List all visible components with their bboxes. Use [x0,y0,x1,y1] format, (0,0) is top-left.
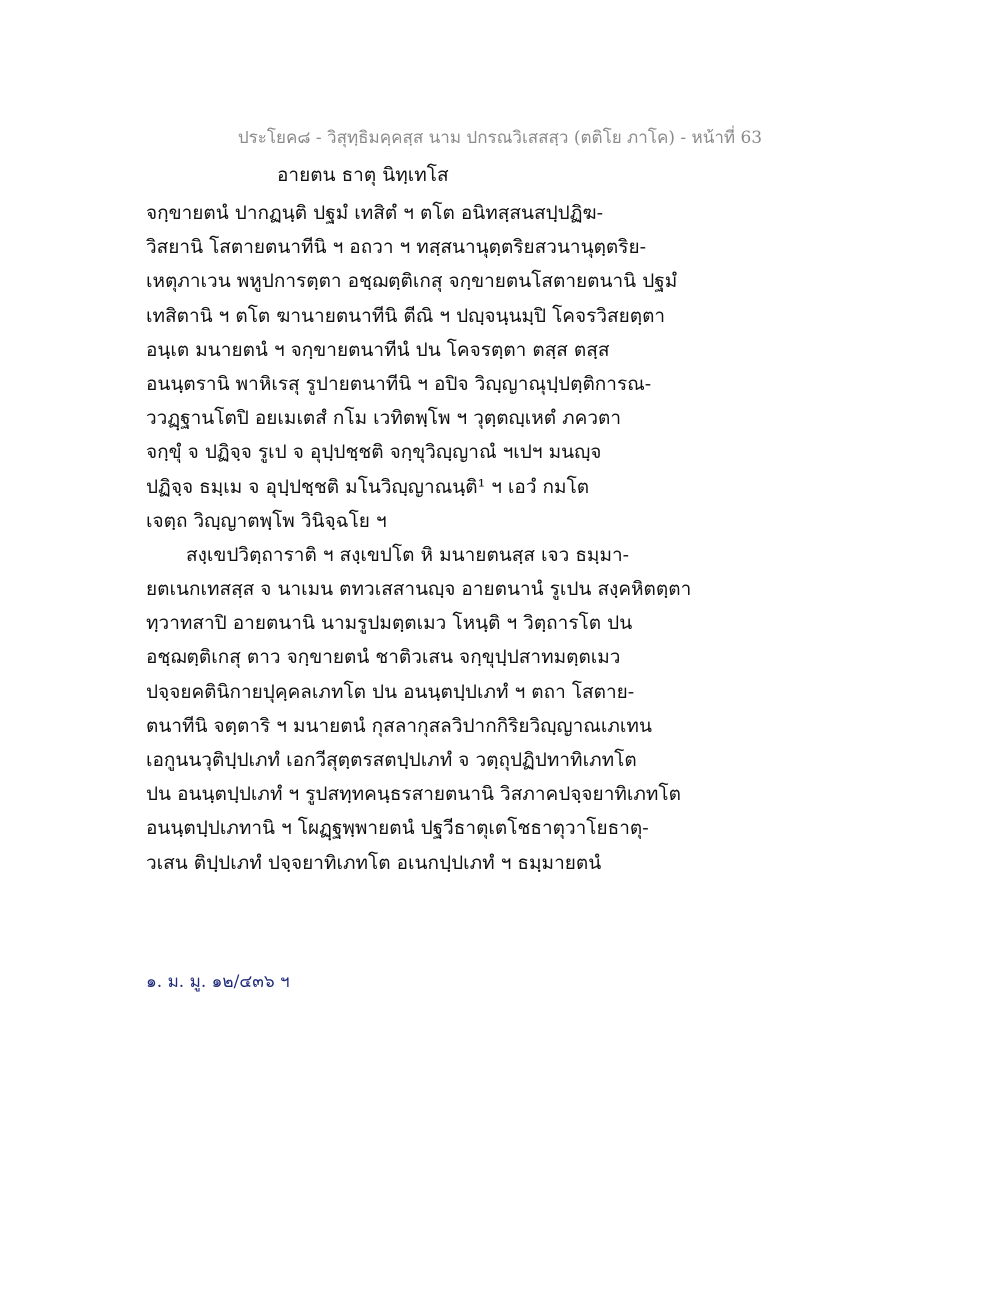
text-line: จกฺขุํ จ ปฏิจฺจ รูเป จ อุปฺปชฺชติ จกฺขุวิญฺญาณํ ฯเปฯ มนญฺจ [146,441,602,464]
body-text [146,196,866,880]
section-title: อายตน ธาตุ นิทฺเทโส [277,164,449,186]
text-line: ววฏฺฐานโตปิ อยเมเตสํ กโม เวทิตพฺโพ ฯ วุตฺตญฺเหตํ ภควตา [146,407,622,430]
text-line: ปจฺจยคตินิกายปุคฺคลเภทโต ปน อนนฺตปฺปเภทํ ฯ ตถา โสตาย- [146,680,635,703]
text-line: เทสิตานิ ฯ ตโต ฆานายตนาทีนิ ตีณิ ฯ ปญฺจนฺนมฺปิ โคจรวิสยตฺตา [146,304,666,327]
text-line: เอกูนนวุติปฺปเภทํ เอกวีสุตฺตรสตปฺปเภทํ จ วตฺถุปฏิปทาทิเภทโต [146,749,637,771]
text-line: ยตเนกเทสสฺส จ นาเมน ตทวเสสานญฺจ อายตนานํ รูเปน สงฺคหิตตฺตา [146,578,692,601]
page-header [0,124,1000,151]
text-line: วิสยานิ โสตายตนาทีนิ ฯ อถวา ฯ ทสฺสนานุตฺตริยสวนานุตฺตริย- [146,236,647,259]
page-header-text: ประโยค๘ - วิสุทฺธิมคฺคสฺส นาม ปกรณวิเสสสฺว (ตติโย ภาโค) - หน้าที่ 63 [237,128,763,148]
text-line: ปน อนนฺตปฺปเภทํ ฯ รูปสทฺทคนฺธรสายตนานิ วิสภาคปจฺจยาทิเภทโต [146,783,681,806]
footnote: ๑. ม. มู. ๑๒/๔๓๖ ฯ [146,972,290,992]
text-line: เจตฺถ วิญฺญาตพฺโพ วินิจฺฉโย ฯ [146,509,387,532]
text-line: ทฺวาทสาปิ อายตนานิ นามรูปมตฺตเมว โหนฺติ ฯ วิตฺถารโต ปน [146,612,633,635]
text-line: วเสน ติปฺปเภทํ ปจฺจยาทิเภทโต อเนกปฺปเภทํ ฯ ธมฺมายตนํ [146,851,602,874]
text-line: อนนฺตปฺปเภทานิ ฯ โผฏฺฐพฺพายตนํ ปฐวีธาตุเตโชธาตุวาโยธาตุ- [146,817,649,840]
text-line: จกฺขายตนํ ปากฏนฺติ ปฐมํ เทสิตํ ฯ ตโต อนิทสฺสนสปฺปฏิฆ- [146,202,603,224]
text-line: ปฏิจฺจ ธมฺเม จ อุปฺปชฺชติ มโนวิญฺญาณนฺติ¹ ฯ เอวํ กมโต [146,475,590,498]
text-line: ตนาทีนิ จตฺตาริ ฯ มนายตนํ กุสลากุสลวิปากกิริยวิญฺญาณเภเทน [146,714,652,737]
text-line: อนฺเต มนายตนํ ฯ จกฺขายตนาทีนํ ปน โคจรตฺตา ตสฺส ตสฺส [146,338,610,361]
text-line: อนนฺตรานิ พาหิเรสุ รูปายตนาทีนิ ฯ อปิจ วิญฺญาณุปฺปตฺติการณ- [146,372,652,395]
text-line: สงฺเขปวิตฺถาราติ ฯ สงฺเขปโต หิ มนายตนสฺส เจว ธมฺมา- [186,543,630,566]
text-line: เหตุภาเวน พหูปการตฺตา อชฺฌตฺติเกสุ จกฺขายตนโสตายตนานิ ปฐมํ [146,270,678,293]
text-line: อชฺฌตฺติเกสุ ตาว จกฺขายตนํ ชาติวเสน จกฺขุปฺปสาทมตฺตเมว [146,646,621,669]
